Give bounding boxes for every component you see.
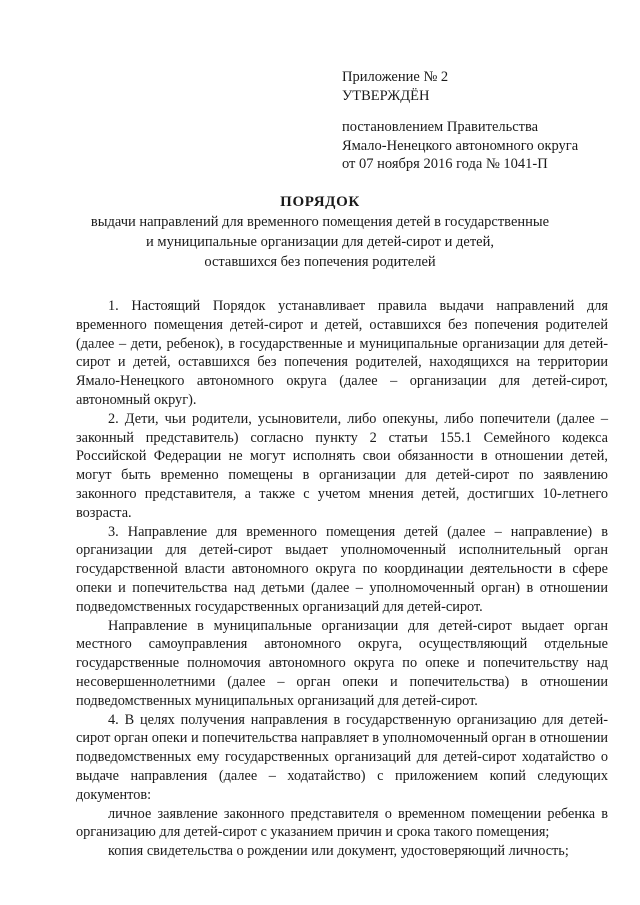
paragraph-4: 4. В целях получения направления в государственную организацию для детей-сирот орган опеки и попечительства направляет в уполномоченный орган в отношении подведомственных ему государственных организаций для детей-сирот ходатайство о выдаче направления (далее – ходатайство) с приложением копий следующих документов:	[76, 711, 608, 803]
approved-label: УТВЕРЖДЁН	[342, 87, 430, 104]
title-subtitle-1: выдачи направлений для временного помещения детей в государственные	[90, 214, 550, 230]
title-heading: ПОРЯДОК	[280, 194, 360, 210]
paragraph-3-continued: Направление в муниципальные организации для детей-сирот выдает орган местного самоуправления автономного округа, осуществляющий отдельные государственные полномочия автономного округа по опеке и попечительству над несовершеннолетними (далее – орган опеки и попечительства) в отношении подведомственных муниципальных организаций для детей-сирот.	[76, 617, 608, 709]
document-title	[0, 193, 640, 272]
document-body	[76, 297, 608, 861]
paragraph-2: 2. Дети, чьи родители, усыновители, либо опекуны, либо попечители (далее – законный представитель) согласно пункту 2 статьи 155.1 Семейного кодекса Российской Федерации не могут исполнять свои обязанности в отношении детей, могут быть временно помещены в организации для детей-сирот по заявлению законного представителя, а также с учетом мнения детей, достигших 10-летнего возраста.	[76, 410, 608, 521]
document-list-item-1: личное заявление законного представителя о временном помещении ребенка в организацию для детей-сирот с указанием причин и срока такого помещения;	[76, 805, 608, 841]
approval-line-1: постановлением Правительства	[342, 119, 539, 135]
title-subtitle-2: и муниципальные организации для детей-сирот и детей,	[146, 234, 494, 250]
approval-block	[342, 68, 578, 174]
spacer	[342, 105, 578, 118]
approval-line-3: от 07 ноября 2016 года № 1041-П	[342, 156, 548, 172]
paragraph-3: 3. Направление для временного помещения детей (далее – направление) в организации для детей-сирот выдает уполномоченный исполнительный орган государственной власти автономного округа по координации деятельности в сфере опеки и попечительства над детьми (далее – уполномоченный орган) в отношении подведомственных государственных организаций для детей-сирот.	[76, 523, 608, 615]
appendix-label: Приложение № 2	[342, 69, 449, 85]
approval-line-2: Ямало-Ненецкого автономного округа	[342, 137, 579, 154]
title-subtitle-3: оставшихся без попечения родителей	[204, 254, 436, 270]
paragraph-1: 1. Настоящий Порядок устанавливает правила выдачи направлений для временного помещения детей-сирот и детей, оставшихся без попечения родителей (далее – дети, ребенок), в государственные и муниципальные организации для детей-сирот и детей, оставшихся без попечения родителей, находящихся на территории Ямало-Ненецкого автономного округа (далее – организации для детей-сирот, автономный округ).	[76, 298, 608, 408]
document-list-item-2: копия свидетельства о рождении или документ, удостоверяющий личность;	[108, 843, 569, 860]
